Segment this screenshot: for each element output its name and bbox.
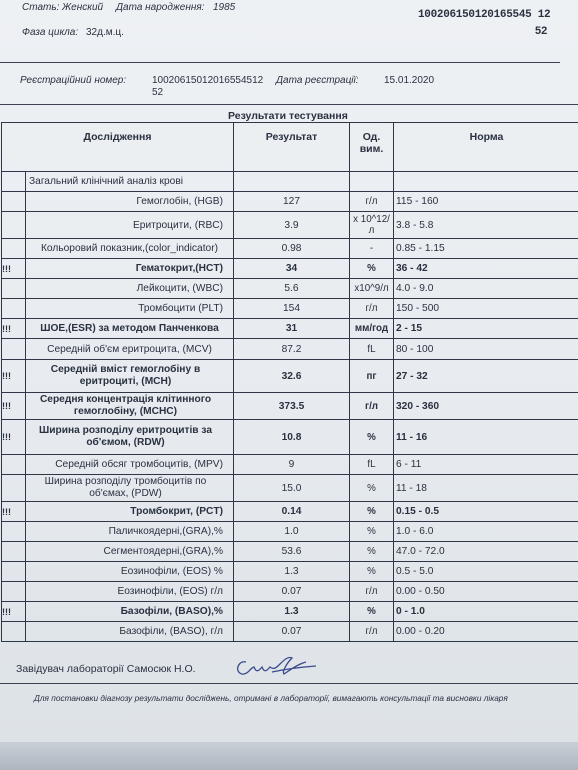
test-norm: 6 - 11	[394, 455, 578, 475]
flag-mark	[2, 339, 26, 360]
results-table	[1, 122, 578, 642]
flag-mark	[2, 522, 26, 542]
table-row	[2, 542, 578, 562]
test-result: 0.07	[234, 622, 350, 642]
flag-mark: !!!	[2, 360, 26, 393]
test-result: 34	[234, 259, 350, 279]
test-name: Еозинофіли, (EOS) %	[26, 562, 234, 582]
flag-mark	[2, 279, 26, 299]
test-unit: %	[350, 475, 394, 502]
test-norm: 0.15 - 0.5	[394, 502, 578, 522]
registration-date-value: 15.01.2020	[384, 75, 435, 86]
test-unit: пг	[350, 360, 394, 393]
registration-number-label: Реєстраційний номер:	[20, 75, 127, 86]
test-result: 0.07	[234, 582, 350, 602]
test-norm: 27 - 32	[394, 360, 578, 393]
test-norm: 11 - 18	[394, 475, 578, 502]
registration-number-value: 10020615012016554512	[152, 75, 264, 86]
flag-mark: !!!	[2, 319, 26, 339]
test-name: Сегментоядерні,(GRA),%	[26, 542, 234, 562]
test-result: 127	[234, 192, 350, 212]
table-row	[2, 522, 578, 542]
flag-mark	[2, 455, 26, 475]
test-name: Середній обсяг тромбоцитів, (MPV)	[26, 455, 234, 475]
birth-label: Дата народження:	[116, 2, 205, 13]
test-result: 3.9	[234, 212, 350, 239]
lab-head-label: Завідувач лабораторії Самосюк Н.О.	[16, 663, 196, 675]
test-unit: fL	[350, 339, 394, 360]
test-norm: 0.00 - 0.50	[394, 582, 578, 602]
table-row	[2, 192, 578, 212]
test-result: 154	[234, 299, 350, 319]
test-unit: x10^9/л	[350, 279, 394, 299]
test-norm: 0.85 - 1.15	[394, 239, 578, 259]
test-result: 5.6	[234, 279, 350, 299]
group-row	[2, 172, 578, 192]
test-result: 1.3	[234, 562, 350, 582]
test-result: 1.3	[234, 602, 350, 622]
test-norm: 80 - 100	[394, 339, 578, 360]
table-header-row	[2, 123, 578, 172]
test-norm: 3.8 - 5.8	[394, 212, 578, 239]
flag-mark	[2, 582, 26, 602]
flag-mark	[2, 475, 26, 502]
flag-mark: !!!	[2, 602, 26, 622]
flag-mark	[2, 622, 26, 642]
phase-label: Фаза цикла:	[22, 27, 79, 38]
flag-mark	[2, 239, 26, 259]
barcode-number: 100206150120165545 12	[418, 9, 551, 21]
background-surface	[0, 742, 578, 770]
test-unit: мм/год	[350, 319, 394, 339]
birth-value: 1985	[213, 2, 236, 13]
test-unit: г/л	[350, 582, 394, 602]
flag-mark: !!!	[2, 420, 26, 455]
group-empty-unit	[350, 172, 394, 192]
test-unit: fL	[350, 455, 394, 475]
table-row	[2, 475, 578, 502]
test-name: Ширина розподілу тромбоцитів по об'ємах, (PDW)	[26, 475, 234, 502]
test-name: Еозинофіли, (EOS) г/л	[26, 582, 234, 602]
group-empty-result	[234, 172, 350, 192]
registration-divider	[0, 104, 578, 105]
table-row	[2, 259, 578, 279]
table-row	[2, 239, 578, 259]
test-result: 0.14	[234, 502, 350, 522]
barcode-suffix: 52	[535, 25, 548, 37]
test-unit: -	[350, 239, 394, 259]
test-name: Гематокрит,(HCT)	[26, 259, 234, 279]
column-unit: Од. вим.	[350, 123, 394, 172]
test-name: Середній об'єм еритроцита, (MCV)	[26, 339, 234, 360]
sex-label: Стать:	[22, 2, 60, 13]
test-name: Ширина розподілу еритроцитів за об'ємом, (RDW)	[26, 420, 234, 455]
test-norm: 0.00 - 0.20	[394, 622, 578, 642]
table-row	[2, 360, 578, 393]
flag-mark: !!!	[2, 502, 26, 522]
test-result: 87.2	[234, 339, 350, 360]
test-name: Середня концентрація клітинного гемоглобіну, (MCHC)	[26, 393, 234, 420]
test-name: Тромбоцити (PLT)	[26, 299, 234, 319]
table-row	[2, 582, 578, 602]
test-result: 1.0	[234, 522, 350, 542]
test-unit: x 10^12/л	[350, 212, 394, 239]
test-result: 0.98	[234, 239, 350, 259]
test-name: Паличкоядерні,(GRA),%	[26, 522, 234, 542]
phase-value: 32д.м.ц.	[86, 27, 124, 38]
test-unit: г/л	[350, 192, 394, 212]
table-row	[2, 502, 578, 522]
group-title: Загальний клінічний аналіз крові	[26, 172, 234, 192]
test-name: Тромбокрит, (PCT)	[26, 502, 234, 522]
test-unit: г/л	[350, 299, 394, 319]
test-unit: %	[350, 602, 394, 622]
test-result: 32.6	[234, 360, 350, 393]
test-unit: г/л	[350, 393, 394, 420]
test-result: 15.0	[234, 475, 350, 502]
header-divider	[0, 62, 560, 63]
test-unit: %	[350, 420, 394, 455]
test-unit: %	[350, 259, 394, 279]
test-name: Базофіли, (BASO),%	[26, 602, 234, 622]
column-norm: Норма	[394, 123, 578, 172]
table-row	[2, 319, 578, 339]
test-unit: %	[350, 502, 394, 522]
test-unit: %	[350, 542, 394, 562]
table-row	[2, 279, 578, 299]
flag-mark	[2, 212, 26, 239]
test-norm: 36 - 42	[394, 259, 578, 279]
test-unit: %	[350, 522, 394, 542]
test-result: 53.6	[234, 542, 350, 562]
test-unit: %	[350, 562, 394, 582]
table-row	[2, 602, 578, 622]
test-result: 373.5	[234, 393, 350, 420]
test-norm: 2 - 15	[394, 319, 578, 339]
disclaimer-text: Для постановки діагнозу результати досліджень, отримані в лабораторії, вимагають консультації та висновки лікаря	[34, 693, 508, 703]
test-norm: 4.0 - 9.0	[394, 279, 578, 299]
test-unit: г/л	[350, 622, 394, 642]
test-norm: 11 - 16	[394, 420, 578, 455]
group-mark-cell	[2, 172, 26, 192]
flag-mark: !!!	[2, 393, 26, 420]
test-result: 9	[234, 455, 350, 475]
table-row	[2, 299, 578, 319]
section-title: Результати тестування	[228, 110, 348, 122]
signature-image	[232, 650, 322, 680]
test-name: Базофіли, (BASO), г/л	[26, 622, 234, 642]
footer-divider	[0, 683, 578, 684]
test-name: Середній вміст гемоглобіну в еритроциті, (MCH)	[26, 360, 234, 393]
test-result: 31	[234, 319, 350, 339]
test-norm: 150 - 500	[394, 299, 578, 319]
flag-mark: !!!	[2, 259, 26, 279]
test-name: Гемоглобін, (HGB)	[26, 192, 234, 212]
table-row	[2, 562, 578, 582]
column-result: Результат	[234, 123, 350, 172]
registration-date-label: Дата реєстрації:	[276, 75, 359, 86]
flag-mark	[2, 562, 26, 582]
sex-value: Женский	[62, 2, 104, 13]
test-norm: 0 - 1.0	[394, 602, 578, 622]
flag-mark	[2, 542, 26, 562]
table-row	[2, 420, 578, 455]
group-empty-norm	[394, 172, 578, 192]
table-row	[2, 212, 578, 239]
test-norm: 320 - 360	[394, 393, 578, 420]
flag-mark	[2, 299, 26, 319]
table-row	[2, 455, 578, 475]
table-row	[2, 622, 578, 642]
test-name: Лейкоцити, (WBC)	[26, 279, 234, 299]
test-name: ШОЕ,(ESR) за методом Панченкова	[26, 319, 234, 339]
test-name: Кольоровий показник,(color_indicator)	[26, 239, 234, 259]
test-norm: 115 - 160	[394, 192, 578, 212]
test-norm: 1.0 - 6.0	[394, 522, 578, 542]
flag-mark	[2, 192, 26, 212]
table-row	[2, 393, 578, 420]
table-row	[2, 339, 578, 360]
test-norm: 47.0 - 72.0	[394, 542, 578, 562]
column-study: Дослідження	[2, 123, 234, 172]
test-name: Еритроцити, (RBC)	[26, 212, 234, 239]
test-result: 10.8	[234, 420, 350, 455]
test-norm: 0.5 - 5.0	[394, 562, 578, 582]
registration-number-suffix: 52	[152, 87, 164, 98]
